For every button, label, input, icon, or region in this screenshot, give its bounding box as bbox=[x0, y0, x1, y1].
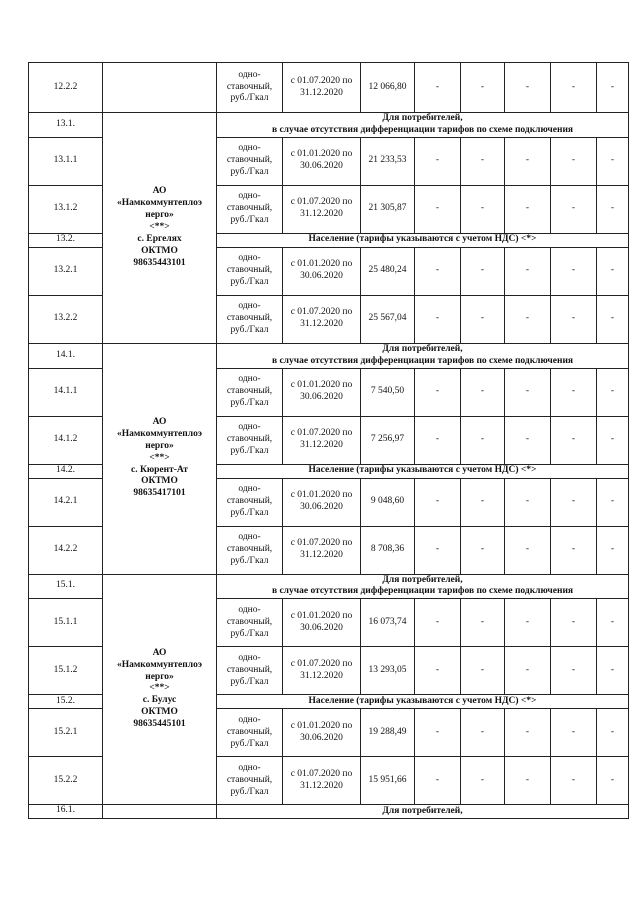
dash-cell: - bbox=[505, 757, 551, 805]
section-header-row bbox=[29, 805, 629, 819]
dash-cell: - bbox=[415, 647, 461, 695]
tariff-type: одно-ставочный, руб./Гкал bbox=[217, 63, 283, 113]
period: с 01.07.2020 по 31.12.2020 bbox=[283, 416, 361, 464]
dash-cell: - bbox=[415, 368, 461, 416]
org-line: с. Булус bbox=[142, 695, 177, 706]
dash-cell: - bbox=[551, 416, 597, 464]
organization-cell bbox=[103, 574, 217, 805]
dash-cell: - bbox=[597, 757, 629, 805]
dash-cell: - bbox=[551, 647, 597, 695]
tariff-type: одно-ставочный, руб./Гкал bbox=[217, 757, 283, 805]
period: с 01.01.2020 по 30.06.2020 bbox=[283, 137, 361, 185]
org-line: АО bbox=[152, 417, 167, 428]
dash-cell: - bbox=[461, 185, 505, 233]
dash-cell: - bbox=[597, 295, 629, 343]
dash-cell: - bbox=[551, 757, 597, 805]
tariff-value: 7 256,97 bbox=[361, 416, 415, 464]
dash-cell: - bbox=[505, 247, 551, 295]
dash-cell: - bbox=[415, 478, 461, 526]
dash-cell: - bbox=[505, 416, 551, 464]
row-number: 15.1.1 bbox=[29, 599, 103, 647]
consumers-header bbox=[217, 574, 629, 599]
header-line: Для потребителей, bbox=[382, 113, 463, 123]
tariff-value: 19 288,49 bbox=[361, 709, 415, 757]
org-cell-empty bbox=[103, 63, 217, 113]
dash-cell: - bbox=[597, 63, 629, 113]
tariff-type: одно-ставочный, руб./Гкал bbox=[217, 368, 283, 416]
period: с 01.07.2020 по 31.12.2020 bbox=[283, 526, 361, 574]
org-line: <**> bbox=[149, 452, 170, 463]
org-line: 98635443101 bbox=[133, 257, 186, 268]
dash-cell: - bbox=[551, 63, 597, 113]
dash-cell: - bbox=[461, 526, 505, 574]
row-number: 14.2. bbox=[29, 464, 103, 478]
row-number: 13.1. bbox=[29, 113, 103, 138]
dash-cell: - bbox=[505, 63, 551, 113]
period: с 01.01.2020 по 30.06.2020 bbox=[283, 709, 361, 757]
dash-cell: - bbox=[415, 599, 461, 647]
dash-cell: - bbox=[461, 247, 505, 295]
dash-cell: - bbox=[415, 247, 461, 295]
dash-cell: - bbox=[461, 709, 505, 757]
dash-cell: - bbox=[415, 185, 461, 233]
row-number: 13.2. bbox=[29, 233, 103, 247]
row-number: 13.1.2 bbox=[29, 185, 103, 233]
row-number: 14.2.2 bbox=[29, 526, 103, 574]
dash-cell: - bbox=[461, 599, 505, 647]
period: с 01.01.2020 по 30.06.2020 bbox=[283, 247, 361, 295]
header-line: в случае отсутствия дифференциации тарифов по схеме подключения bbox=[271, 355, 574, 366]
period: с 01.07.2020 по 31.12.2020 bbox=[283, 757, 361, 805]
org-line: нерго» bbox=[145, 440, 174, 451]
tariff-type: одно-ставочный, руб./Гкал bbox=[217, 709, 283, 757]
dash-cell: - bbox=[551, 137, 597, 185]
org-line: ОКТМО bbox=[141, 245, 178, 256]
org-line: с. Кюрент-Ат bbox=[131, 464, 188, 475]
tariff-value: 13 293,05 bbox=[361, 647, 415, 695]
tariff-value: 7 540,50 bbox=[361, 368, 415, 416]
dash-cell: - bbox=[461, 137, 505, 185]
dash-cell: - bbox=[597, 185, 629, 233]
period: с 01.07.2020 по 31.12.2020 bbox=[283, 63, 361, 113]
dash-cell: - bbox=[415, 526, 461, 574]
population-header: Население (тарифы указываются с учетом НДС) <*> bbox=[217, 233, 629, 247]
dash-cell: - bbox=[461, 63, 505, 113]
dash-cell: - bbox=[597, 526, 629, 574]
header-line: в случае отсутствия дифференциации тарифов по схеме подключения bbox=[271, 586, 574, 597]
dash-cell: - bbox=[505, 599, 551, 647]
org-line: «Намкоммунтеплоэ bbox=[116, 198, 203, 209]
dash-cell: - bbox=[597, 137, 629, 185]
row-number: 15.2.2 bbox=[29, 757, 103, 805]
row-number: 15.1.2 bbox=[29, 647, 103, 695]
header-line: Для потребителей, bbox=[382, 574, 463, 585]
dash-cell: - bbox=[505, 185, 551, 233]
period: с 01.07.2020 по 31.12.2020 bbox=[283, 295, 361, 343]
dash-cell: - bbox=[461, 368, 505, 416]
dash-cell: - bbox=[415, 295, 461, 343]
tariff-value: 15 951,66 bbox=[361, 757, 415, 805]
dash-cell: - bbox=[461, 478, 505, 526]
period: с 01.01.2020 по 30.06.2020 bbox=[283, 599, 361, 647]
row-number: 15.1. bbox=[29, 574, 103, 599]
dash-cell: - bbox=[597, 416, 629, 464]
dash-cell: - bbox=[415, 137, 461, 185]
row-number: 14.1.2 bbox=[29, 416, 103, 464]
dash-cell: - bbox=[505, 647, 551, 695]
consumers-header bbox=[217, 343, 629, 368]
org-line: <**> bbox=[149, 683, 170, 694]
tariff-value: 8 708,36 bbox=[361, 526, 415, 574]
org-line: АО bbox=[152, 186, 167, 197]
org-line: 98635445101 bbox=[133, 719, 186, 730]
period: с 01.01.2020 по 30.06.2020 bbox=[283, 368, 361, 416]
section-header-row bbox=[29, 343, 629, 368]
population-header: Население (тарифы указываются с учетом НДС) <*> bbox=[217, 464, 629, 478]
dash-cell: - bbox=[505, 478, 551, 526]
tariff-type: одно-ставочный, руб./Гкал bbox=[217, 599, 283, 647]
population-header: Население (тарифы указываются с учетом НДС) <*> bbox=[217, 695, 629, 709]
tariff-type: одно-ставочный, руб./Гкал bbox=[217, 478, 283, 526]
consumers-header bbox=[217, 113, 629, 138]
dash-cell: - bbox=[551, 478, 597, 526]
org-line: ОКТМО bbox=[141, 707, 178, 718]
tariff-value: 9 048,60 bbox=[361, 478, 415, 526]
tariff-value: 25 567,04 bbox=[361, 295, 415, 343]
organization-cell bbox=[103, 343, 217, 574]
row-number: 12.2.2 bbox=[29, 63, 103, 113]
org-line: с. Ергелях bbox=[137, 233, 182, 244]
tariff-value: 21 305,87 bbox=[361, 185, 415, 233]
dash-cell: - bbox=[415, 416, 461, 464]
dash-cell: - bbox=[461, 295, 505, 343]
dash-cell: - bbox=[505, 137, 551, 185]
tariff-value: 25 480,24 bbox=[361, 247, 415, 295]
org-line: «Намкоммунтеплоэ bbox=[116, 659, 203, 670]
dash-cell: - bbox=[415, 709, 461, 757]
dash-cell: - bbox=[597, 709, 629, 757]
org-line: нерго» bbox=[145, 671, 174, 682]
row-number: 15.2. bbox=[29, 695, 103, 709]
period: с 01.01.2020 по 30.06.2020 bbox=[283, 478, 361, 526]
dash-cell: - bbox=[505, 709, 551, 757]
row-number: 16.1. bbox=[29, 805, 103, 819]
dash-cell: - bbox=[597, 247, 629, 295]
tariff-type: одно-ставочный, руб./Гкал bbox=[217, 647, 283, 695]
dash-cell: - bbox=[597, 478, 629, 526]
dash-cell: - bbox=[505, 368, 551, 416]
row-number: 13.1.1 bbox=[29, 137, 103, 185]
dash-cell: - bbox=[505, 295, 551, 343]
section-header-row bbox=[29, 574, 629, 599]
header-line: Для потребителей, bbox=[382, 343, 463, 354]
dash-cell: - bbox=[597, 647, 629, 695]
dash-cell: - bbox=[461, 647, 505, 695]
row-number: 13.2.1 bbox=[29, 247, 103, 295]
dash-cell: - bbox=[551, 295, 597, 343]
org-line: <**> bbox=[149, 221, 170, 232]
tariff-value: 21 233,53 bbox=[361, 137, 415, 185]
org-line: 98635417101 bbox=[133, 488, 186, 499]
dash-cell: - bbox=[597, 599, 629, 647]
tariff-type: одно-ставочный, руб./Гкал bbox=[217, 416, 283, 464]
dash-cell: - bbox=[551, 526, 597, 574]
dash-cell: - bbox=[597, 368, 629, 416]
dash-cell: - bbox=[461, 757, 505, 805]
dash-cell: - bbox=[415, 63, 461, 113]
tariff-value: 16 073,74 bbox=[361, 599, 415, 647]
org-cell-empty bbox=[103, 805, 217, 819]
table-row bbox=[29, 63, 629, 113]
tariff-type: одно-ставочный, руб./Гкал bbox=[217, 247, 283, 295]
row-number: 14.1.1 bbox=[29, 368, 103, 416]
dash-cell: - bbox=[461, 416, 505, 464]
period: с 01.07.2020 по 31.12.2020 bbox=[283, 185, 361, 233]
dash-cell: - bbox=[505, 526, 551, 574]
row-number: 14.1. bbox=[29, 343, 103, 368]
tariff-type: одно-ставочный, руб./Гкал bbox=[217, 137, 283, 185]
organization-cell bbox=[103, 113, 217, 344]
consumers-header: Для потребителей, bbox=[217, 805, 629, 819]
org-line: ОКТМО bbox=[141, 476, 178, 487]
section-header-row bbox=[29, 113, 629, 138]
row-number: 15.2.1 bbox=[29, 709, 103, 757]
org-line: нерго» bbox=[145, 210, 174, 221]
row-number: 14.2.1 bbox=[29, 478, 103, 526]
tariff-type: одно-ставочный, руб./Гкал bbox=[217, 185, 283, 233]
tariff-type: одно-ставочный, руб./Гкал bbox=[217, 526, 283, 574]
dash-cell: - bbox=[415, 757, 461, 805]
row-number: 13.2.2 bbox=[29, 295, 103, 343]
dash-cell: - bbox=[551, 368, 597, 416]
org-line: АО bbox=[152, 647, 167, 658]
dash-cell: - bbox=[551, 709, 597, 757]
org-line: «Намкоммунтеплоэ bbox=[116, 428, 203, 439]
dash-cell: - bbox=[551, 247, 597, 295]
tariff-table bbox=[28, 62, 629, 819]
header-line: в случае отсутствия дифференциации тарифов по схеме подключения bbox=[271, 124, 574, 135]
tariff-type: одно-ставочный, руб./Гкал bbox=[217, 295, 283, 343]
tariff-value: 12 066,80 bbox=[361, 63, 415, 113]
dash-cell: - bbox=[551, 599, 597, 647]
dash-cell: - bbox=[551, 185, 597, 233]
period: с 01.07.2020 по 31.12.2020 bbox=[283, 647, 361, 695]
